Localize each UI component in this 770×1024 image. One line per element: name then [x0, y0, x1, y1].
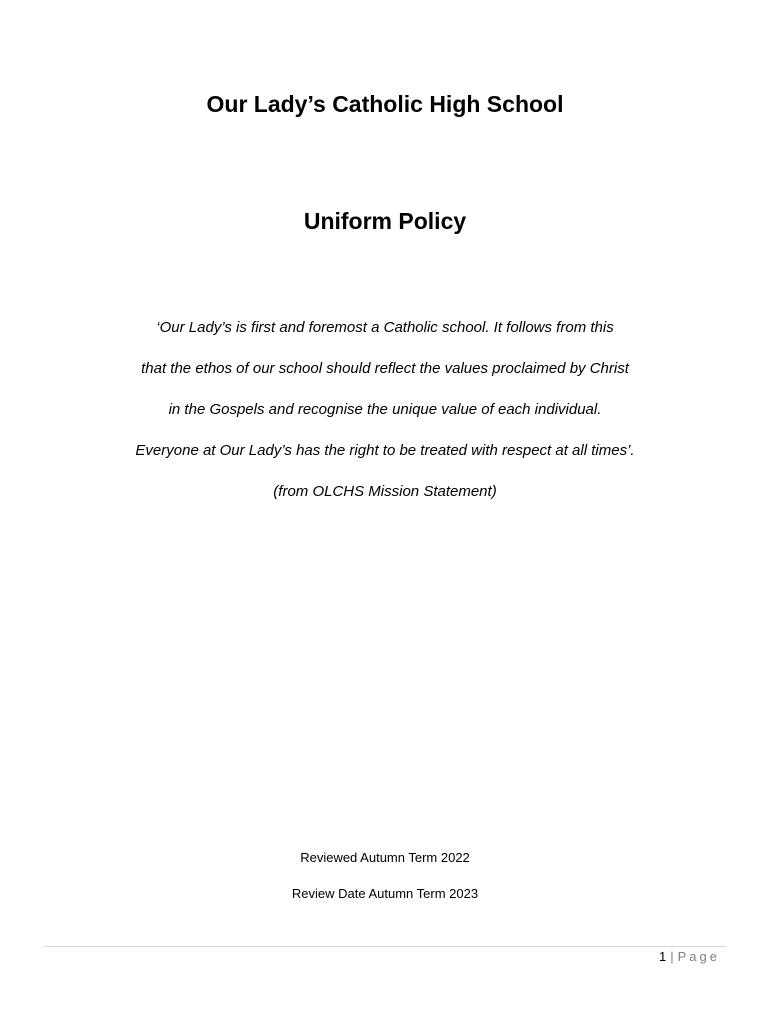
policy-title-heading: Uniform Policy [303, 208, 467, 234]
reviewed-date: Reviewed Autumn Term 2022 [300, 850, 470, 865]
mission-quote-line: ‘Our Lady’s is first and foremost a Catholic school. It follows from this [156, 319, 614, 336]
footer-separator: | [670, 949, 674, 964]
review-due-date: Review Date Autumn Term 2023 [291, 886, 479, 901]
mission-quote-line: Everyone at Our Lady’s has the right to be treated with respect at all times’. [135, 442, 635, 459]
school-name-heading: Our Lady’s Catholic High School [206, 91, 564, 117]
footer-divider [44, 946, 726, 947]
mission-quote-source: (from OLCHS Mission Statement) [273, 483, 497, 500]
page-number: 1 [659, 949, 667, 964]
page-footer [659, 948, 720, 966]
page-label: Page [677, 949, 720, 964]
mission-quote-line: that the ethos of our school should reflect the values proclaimed by Christ [141, 360, 629, 377]
mission-quote-line: in the Gospels and recognise the unique value of each individual. [168, 401, 602, 418]
